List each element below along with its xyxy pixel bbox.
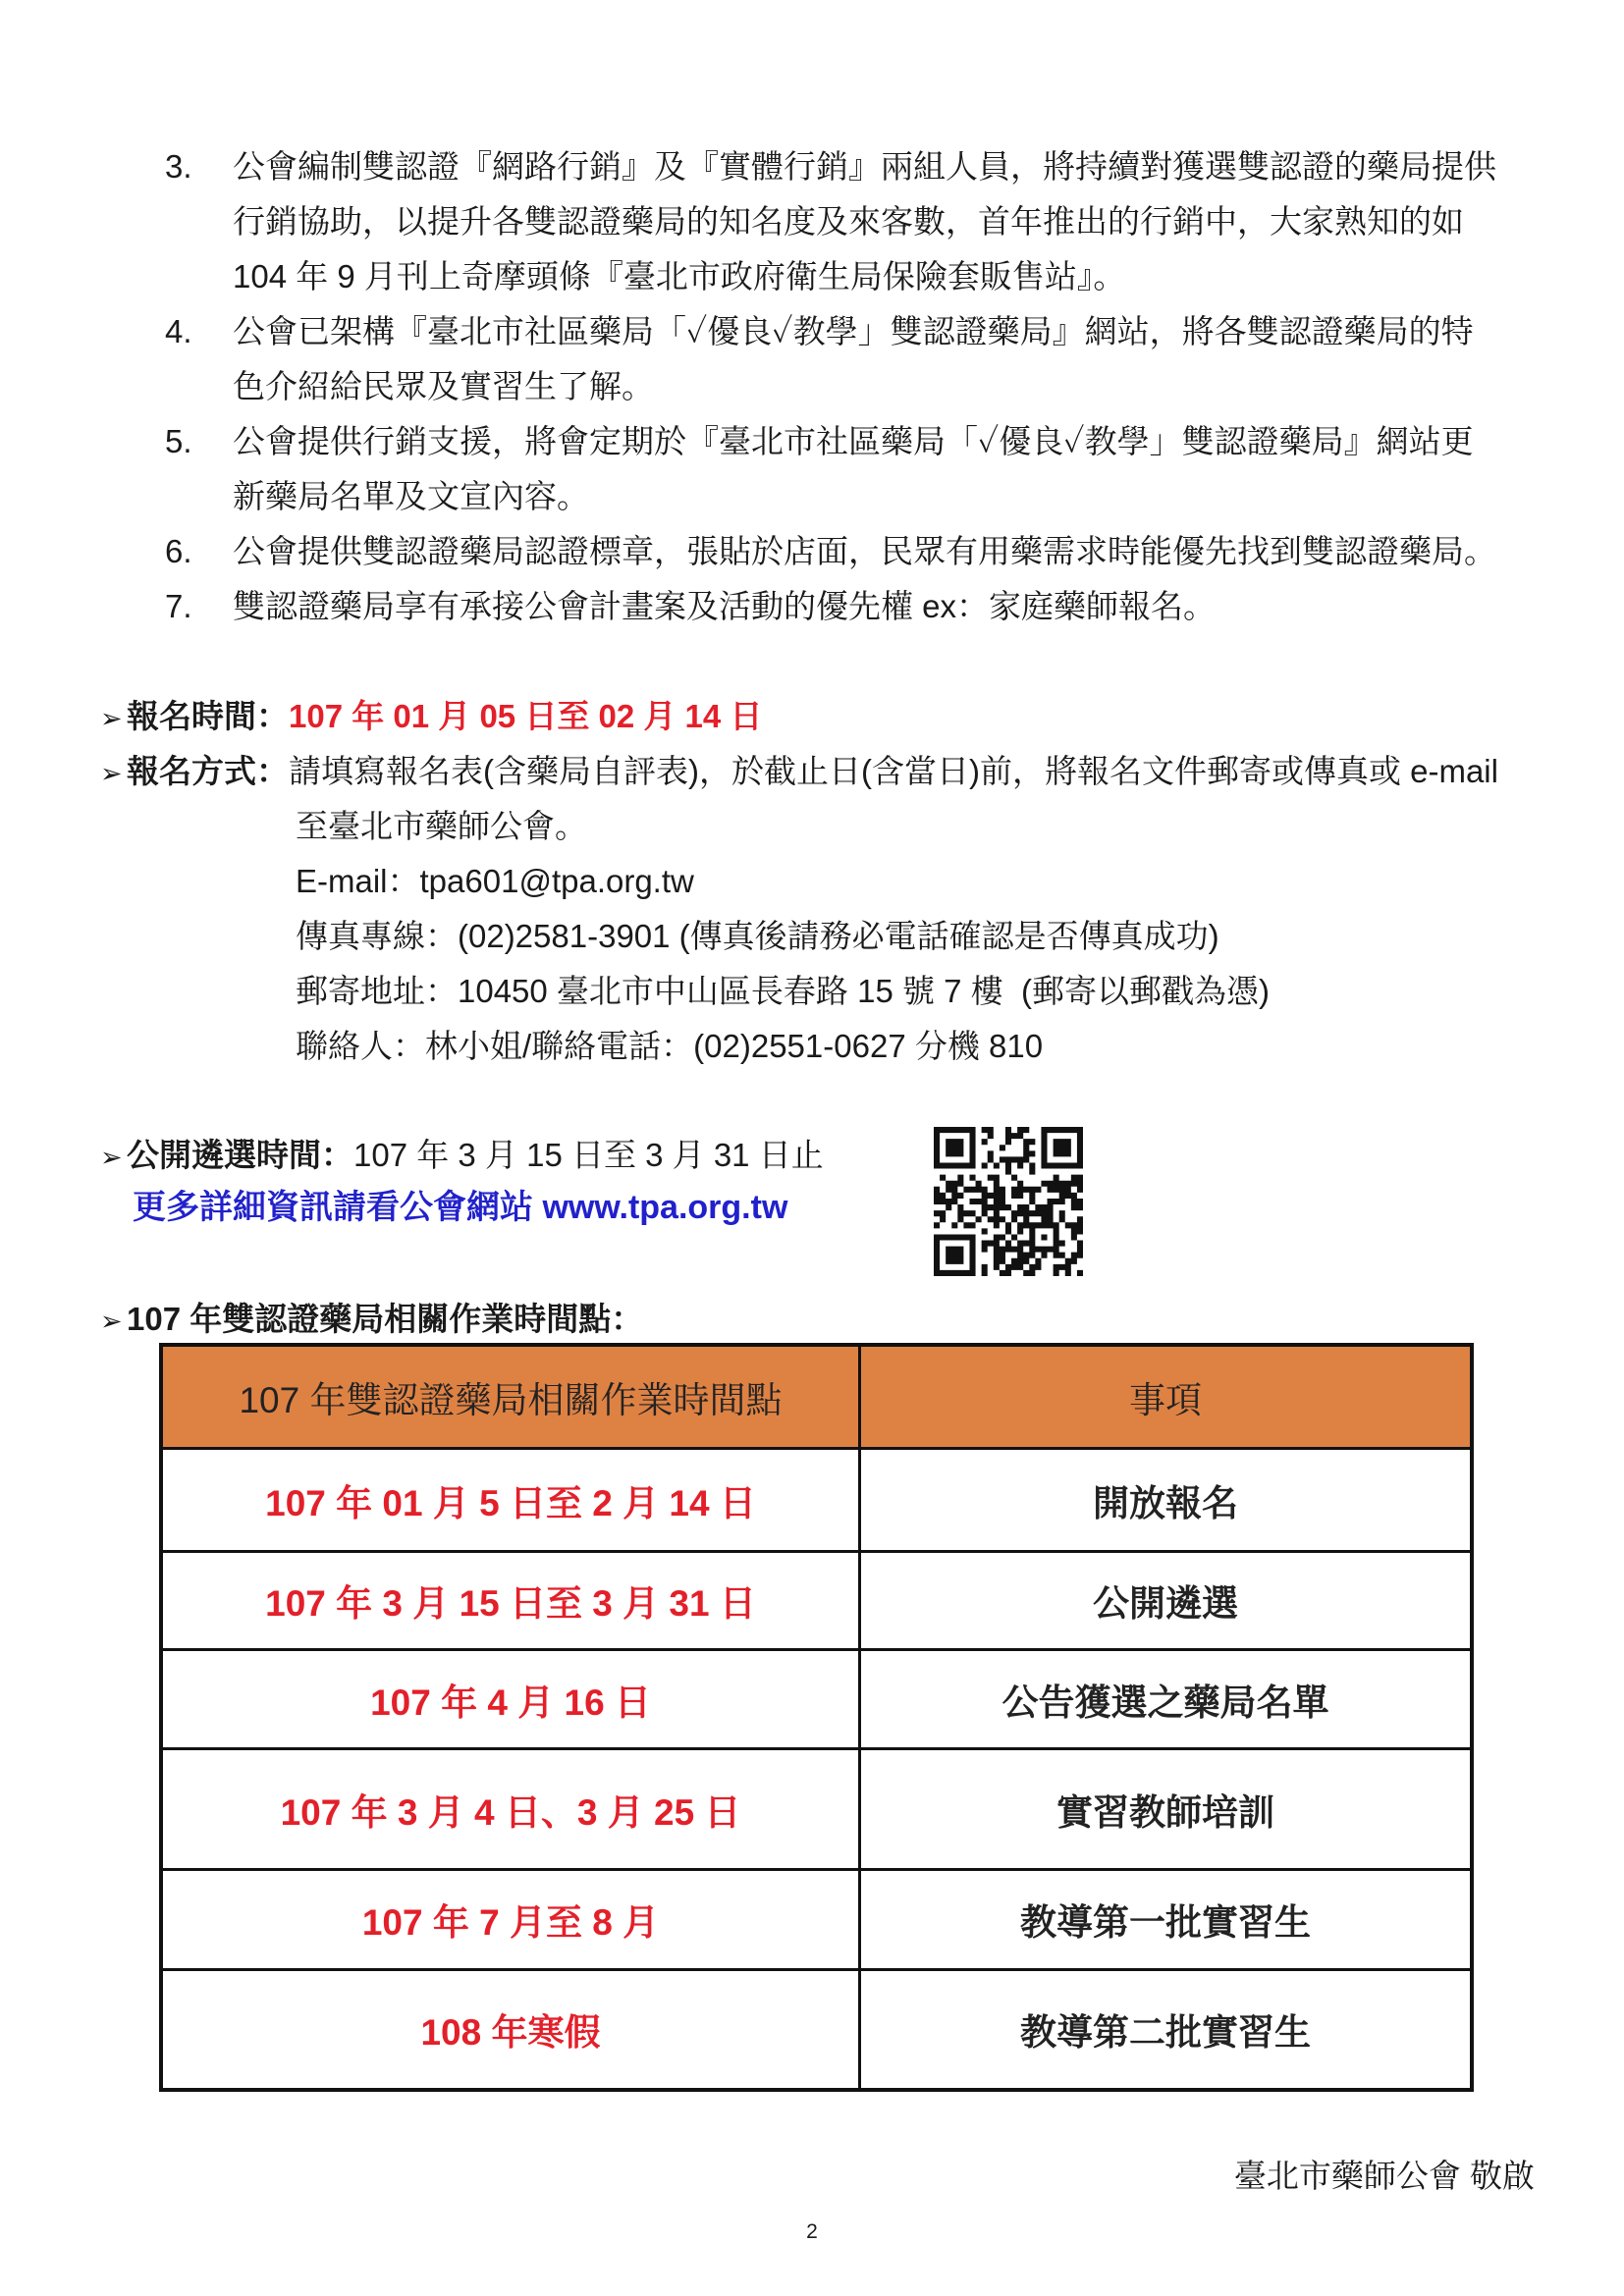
list-item-line: 104 年 9 月刊上奇摩頭條『臺北市政府衛生局保險套販售站』。: [233, 258, 1126, 294]
table-row: [161, 1869, 1472, 1969]
table-body: [161, 1448, 1472, 2090]
list-item-line: 行銷協助，以提升各雙認證藥局的知名度及來客數，首年推出的行銷中，大家熟知的如: [233, 203, 1464, 240]
item-cell: 開放報名: [860, 1448, 1473, 1551]
period-cell: 107 年 3 月 4 日、3 月 25 日: [161, 1748, 860, 1869]
list-item-line: 色介紹給民眾及實習生了解。: [233, 368, 654, 404]
contact-person: 聯絡人：林小姐/聯絡電話：(02)2551-0627 分機 810: [296, 1028, 1044, 1064]
item-cell: 實習教師培訓: [860, 1748, 1473, 1869]
registration-method: [100, 744, 1498, 799]
contact-email: E-mail：tpa601@tpa.org.tw: [296, 863, 694, 899]
schedule-table: [159, 1343, 1474, 2092]
schedule-heading-text: 107 年雙認證藥局相關作業時間點：: [127, 1301, 644, 1337]
selection-time: [100, 1128, 824, 1183]
list-item: [165, 304, 1496, 414]
registration-method-continuation: 至臺北市藥師公會。: [296, 808, 587, 844]
period-cell: 108 年寒假: [161, 1969, 860, 2090]
table-row: [161, 1748, 1472, 1869]
contact-address: 郵寄地址：10450 臺北市中山區長春路 15 號 7 樓 (郵寄以郵戳為憑): [296, 973, 1270, 1009]
schedule-heading: [100, 1292, 643, 1347]
list-item-text: [233, 139, 1496, 304]
table-row: [161, 1551, 1472, 1649]
arrow-bullet-icon: ➢: [100, 1143, 123, 1173]
list-item-line: 公會編制雙認證『網路行銷』及『實體行銷』兩組人員，將持續對獲選雙認證的藥局提供: [233, 148, 1496, 185]
benefits-list: [165, 139, 1496, 634]
arrow-bullet-icon: ➢: [100, 704, 123, 734]
list-item-text: [233, 414, 1474, 524]
list-item-line: 公會提供雙認證藥局認證標章，張貼於店面，民眾有用藥需求時能優先找到雙認證藥局。: [233, 533, 1496, 569]
registration-method-label: 報名方式：: [127, 753, 289, 789]
list-item-line: 新藥局名單及文宣內容。: [233, 478, 589, 514]
registration-section: [100, 689, 1498, 1074]
item-cell: 公開遴選: [860, 1551, 1473, 1649]
selection-time-value: 107 年 3 月 15 日至 3 月 31 日止: [353, 1137, 824, 1173]
list-item-text: [233, 579, 1216, 634]
registration-time-value: 107 年 01 月 05 日至 02 月 14 日: [289, 698, 763, 734]
list-item-number: 4.: [165, 313, 192, 349]
arrow-bullet-icon: ➢: [100, 1307, 123, 1337]
more-info-website: 更多詳細資訊請看公會網站 www.tpa.org.tw: [133, 1189, 788, 1226]
table-row: [161, 1969, 1472, 2090]
table-head: [161, 1345, 1472, 1448]
registration-method-value: 請填寫報名表(含藥局自評表)，於截止日(含當日)前，將報名文件郵寄或傳真或 e-mail: [289, 753, 1498, 789]
period-cell: 107 年 7 月至 8 月: [161, 1869, 860, 1969]
list-item: [165, 524, 1496, 579]
period-cell: 107 年 4 月 16 日: [161, 1649, 860, 1748]
column-header-item: 事項: [860, 1345, 1473, 1448]
list-item-text: [233, 304, 1474, 414]
column-header-period: 107 年雙認證藥局相關作業時間點: [161, 1345, 860, 1448]
list-item: [165, 579, 1496, 634]
page-number: 2: [806, 2220, 818, 2243]
registration-time-label: 報名時間：: [127, 698, 289, 734]
list-item-line: 公會提供行銷支援，將會定期於『臺北市社區藥局「✓優良✓教學」雙認證藥局』網站更: [233, 423, 1474, 459]
period-cell: 107 年 3 月 15 日至 3 月 31 日: [161, 1551, 860, 1649]
signature: 臺北市藥師公會 敬啟: [1233, 2158, 1535, 2194]
selection-section: [100, 1128, 824, 1183]
item-cell: 教導第一批實習生: [860, 1869, 1473, 1969]
list-item-text: [233, 524, 1496, 579]
list-item-number: 5.: [165, 423, 192, 459]
list-item-number: 7.: [165, 588, 192, 624]
contact-fax: 傳真專線：(02)2581-3901 (傳真後請務必電話確認是否傳真成功): [296, 918, 1219, 954]
qr-code: [934, 1127, 1083, 1276]
selection-time-label: 公開遴選時間：: [127, 1137, 353, 1173]
list-item-number: 3.: [165, 148, 192, 185]
list-item-line: 雙認證藥局享有承接公會計畫案及活動的優先權 ex：家庭藥師報名。: [233, 588, 1217, 624]
list-item-number: 6.: [165, 533, 192, 569]
arrow-bullet-icon: ➢: [100, 759, 123, 789]
registration-time: [100, 689, 1498, 744]
list-item: [165, 414, 1496, 524]
list-item-line: 公會已架構『臺北市社區藥局「✓優良✓教學」雙認證藥局』網站，將各雙認證藥局的特: [233, 313, 1474, 349]
item-cell: 公告獲選之藥局名單: [860, 1649, 1473, 1748]
item-cell: 教導第二批實習生: [860, 1969, 1473, 2090]
period-cell: 107 年 01 月 5 日至 2 月 14 日: [161, 1448, 860, 1551]
table-row: [161, 1649, 1472, 1748]
table-row: [161, 1448, 1472, 1551]
table-header-row: [161, 1345, 1472, 1448]
list-item: [165, 139, 1496, 304]
